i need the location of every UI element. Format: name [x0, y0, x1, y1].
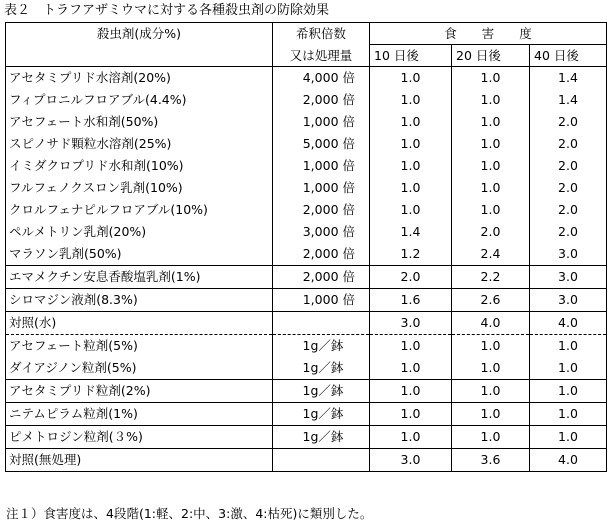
damage-20-day-cell: 1.0 — [452, 155, 530, 177]
agent-name-cell: アセタミプリド粒剤(2%) — [6, 380, 273, 403]
damage-40-day-cell: 1.0 — [530, 426, 607, 449]
header-row-2 — [6, 45, 607, 67]
damage-10-day-cell: 1.0 — [370, 403, 452, 426]
damage-20-day-cell: 2.4 — [452, 243, 530, 266]
damage-40-day-cell: 4.0 — [530, 312, 607, 335]
agent-name-cell: アセフェート粒剤(5%) — [6, 335, 273, 358]
agent-name-cell: ピメトロジン粒剤(３%) — [6, 426, 273, 449]
damage-40-day-cell: 3.0 — [530, 243, 607, 266]
agent-name-cell: スピノサド顆粒水溶剤(25%) — [9, 136, 172, 151]
table-row — [6, 335, 607, 358]
damage-40-day-cell: 2.0 — [530, 177, 607, 199]
agent-name-cell: ダイアジノン粒剤(5%) — [9, 360, 137, 375]
damage-20-day-cell: 1.0 — [452, 89, 530, 111]
damage-10-day-cell: 1.0 — [370, 155, 452, 177]
table-row — [6, 67, 607, 90]
header-row-1 — [6, 23, 607, 45]
table-row — [6, 426, 607, 449]
rate-cell: 1g／鉢 — [273, 426, 370, 449]
damage-20-day-cell: 1.0 — [452, 426, 530, 449]
damage-20-day-cell: 1.0 — [452, 111, 530, 133]
rate-cell: 1,000 倍 — [273, 289, 370, 312]
rate-cell: 2,000 倍 — [273, 266, 370, 289]
rate-cell: 2,000 倍 — [273, 243, 370, 266]
rate-cell: 1g／鉢 — [273, 357, 370, 380]
damage-10-day-cell: 3.0 — [370, 312, 452, 335]
table-row — [6, 403, 607, 426]
table-row — [6, 243, 607, 266]
damage-40-day-cell: 2.0 — [530, 111, 607, 133]
damage-20-day-cell: 4.0 — [452, 312, 530, 335]
rate-cell: 4,000 倍 — [273, 67, 370, 90]
agent-name-cell: シロマジン液剤(8.3%) — [6, 289, 273, 312]
damage-10-day-cell: 1.0 — [370, 357, 452, 380]
agent-name-cell: アセフェート水和剤(50%) — [9, 114, 159, 129]
header-day40: 40 日後 — [530, 45, 607, 67]
damage-20-day-cell: 1.0 — [452, 133, 530, 155]
damage-10-day-cell: 2.0 — [370, 266, 452, 289]
damage-40-day-cell: 1.0 — [530, 357, 607, 380]
damage-20-day-cell: 1.0 — [452, 199, 530, 221]
agent-name-cell: アセタミプリド水溶剤(20%) — [6, 67, 273, 90]
table-row — [6, 199, 607, 221]
damage-10-day-cell: 1.0 — [370, 67, 452, 90]
damage-10-day-cell: 1.0 — [370, 177, 452, 199]
damage-10-day-cell: 1.0 — [370, 111, 452, 133]
rate-cell — [273, 449, 370, 472]
rate-cell: 5,000 倍 — [273, 133, 370, 155]
table-row — [6, 221, 607, 243]
agent-name-cell: フィプロニルフロアブル(4.4%) — [9, 92, 187, 107]
rate-cell: 2,000 倍 — [273, 199, 370, 221]
rate-cell: 3,000 倍 — [273, 221, 370, 243]
rate-cell: 1g／鉢 — [273, 380, 370, 403]
table-row — [6, 266, 607, 289]
damage-10-day-cell: 1.4 — [370, 221, 452, 243]
rate-cell: 1g／鉢 — [273, 403, 370, 426]
table-row — [6, 155, 607, 177]
rate-cell: 1,000 倍 — [273, 111, 370, 133]
damage-20-day-cell: 3.6 — [452, 449, 530, 472]
damage-10-day-cell: 1.0 — [370, 89, 452, 111]
agent-name-cell: ニテムピラム粒剤(1%) — [6, 403, 273, 426]
damage-10-day-cell: 1.2 — [370, 243, 452, 266]
damage-20-day-cell: 1.0 — [452, 380, 530, 403]
damage-40-day-cell: 2.0 — [530, 155, 607, 177]
agent-name-cell: 対照(水) — [6, 312, 273, 335]
rate-cell — [273, 312, 370, 335]
damage-40-day-cell: 2.0 — [530, 133, 607, 155]
damage-40-day-cell: 1.4 — [530, 89, 607, 111]
damage-40-day-cell: 1.0 — [530, 335, 607, 358]
damage-40-day-cell: 2.0 — [530, 221, 607, 243]
agent-name-cell: 対照(無処理) — [6, 449, 273, 472]
damage-20-day-cell: 1.0 — [452, 67, 530, 90]
damage-10-day-cell: 1.0 — [370, 426, 452, 449]
rate-cell: 1g／鉢 — [273, 335, 370, 358]
agent-name-cell: クロルフェナピルフロアブル(10%) — [9, 202, 208, 217]
damage-40-day-cell: 1.0 — [530, 380, 607, 403]
damage-20-day-cell: 2.2 — [452, 266, 530, 289]
damage-20-day-cell: 1.0 — [452, 177, 530, 199]
agent-name-cell: フルフェノクスロン乳剤(10%) — [9, 180, 183, 195]
header-day20: 20 日後 — [452, 45, 530, 67]
table-row — [6, 289, 607, 312]
table-body — [6, 67, 607, 472]
damage-40-day-cell: 2.0 — [530, 199, 607, 221]
damage-10-day-cell: 1.0 — [370, 335, 452, 358]
rate-cell: 1,000 倍 — [273, 155, 370, 177]
damage-40-day-cell: 3.0 — [530, 266, 607, 289]
damage-20-day-cell: 1.0 — [452, 403, 530, 426]
damage-10-day-cell: 1.0 — [370, 380, 452, 403]
header-rate-line2: 又は処理量 — [273, 45, 370, 67]
damage-40-day-cell: 1.0 — [530, 403, 607, 426]
header-agent-blank — [6, 45, 273, 67]
damage-40-day-cell: 3.0 — [530, 289, 607, 312]
rate-cell: 1,000 倍 — [273, 177, 370, 199]
damage-10-day-cell: 1.6 — [370, 289, 452, 312]
damage-20-day-cell: 1.0 — [452, 335, 530, 358]
agent-name-cell: イミダクロプリド水和剤(10%) — [9, 158, 184, 173]
agent-name-cell: ペルメトリン乳剤(20%) — [9, 224, 147, 239]
table-footnote: 注１）食害度は、4段階(1:軽、2:中、3:激、4:枯死)に類別した。 — [6, 506, 373, 521]
agent-name-cell: マラソン乳剤(50%) — [9, 246, 122, 261]
table-row — [6, 357, 607, 380]
damage-40-day-cell: 1.4 — [530, 67, 607, 90]
damage-10-day-cell: 1.0 — [370, 133, 452, 155]
table-row — [6, 111, 607, 133]
rate-cell: 2,000 倍 — [273, 89, 370, 111]
table-row — [6, 312, 607, 335]
table-row — [6, 133, 607, 155]
header-rate-line1: 希釈倍数 — [273, 23, 370, 45]
header-day10: 10 日後 — [370, 45, 452, 67]
table-row — [6, 449, 607, 472]
table-row — [6, 380, 607, 403]
table-row — [6, 89, 607, 111]
header-damage: 食 害 度 — [370, 23, 607, 45]
table-row — [6, 177, 607, 199]
damage-10-day-cell: 1.0 — [370, 199, 452, 221]
header-agent: 殺虫剤(成分%) — [96, 26, 182, 42]
damage-20-day-cell: 2.6 — [452, 289, 530, 312]
damage-40-day-cell: 4.0 — [530, 449, 607, 472]
agent-name-cell: エマメクチン安息香酸塩乳剤(1%) — [6, 266, 273, 289]
table-caption: 表２ トラフアザミウマに対する各種殺虫剤の防除効果 — [4, 3, 330, 18]
insecticide-efficacy-table — [5, 22, 607, 472]
damage-20-day-cell: 2.0 — [452, 221, 530, 243]
damage-10-day-cell: 3.0 — [370, 449, 452, 472]
damage-20-day-cell: 1.0 — [452, 357, 530, 380]
